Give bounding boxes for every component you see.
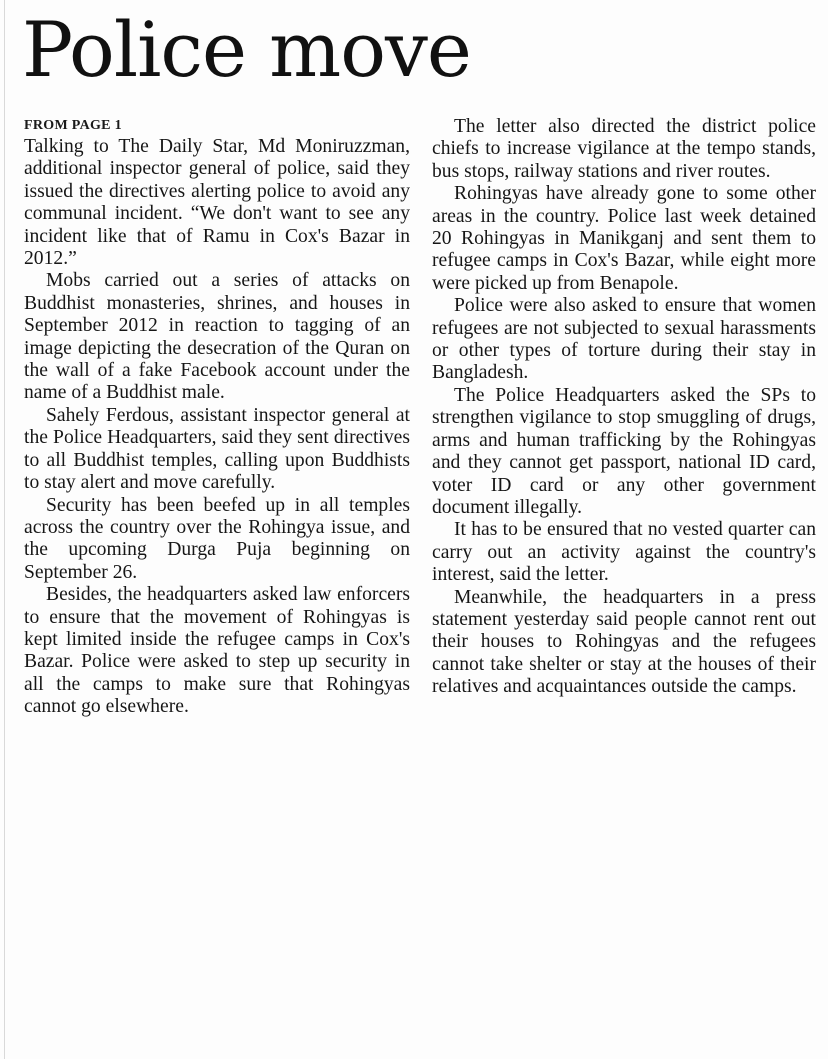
kicker-from-page: FROM PAGE 1 xyxy=(24,118,122,133)
paragraph: The Police Headquarters asked the SPs to strengthen vigilance to stop smuggling of drugs, arms and human trafficking by the Rohingyas and they cannot get passport, national ID card, voter ID card or any other government document illegally. xyxy=(432,384,816,518)
paragraph: Talking to The Daily Star, Md Moniruzzman, additional inspector general of police, said they issued the directives alerting police to avoid any communal incident. “We don't want to see any incident like that of Ramu in Cox's Bazar in 2012.” xyxy=(24,136,410,270)
headline: Police move xyxy=(22,5,471,94)
left-column xyxy=(24,116,410,719)
paragraph: Meanwhile, the headquarters in a press statement yesterday said people cannot rent out their houses to Rohingyas and the refugees cannot take shelter or stay at the houses of their relatives and acquaintances outside the camps. xyxy=(432,586,816,698)
paragraph: Sahely Ferdous, assistant inspector general at the Police Headquarters, said they sent directives to all Buddhist temples, calling upon Buddhists to stay alert and move carefully. xyxy=(24,404,410,494)
paragraph: Rohingyas have already gone to some other areas in the country. Police last week detained 20 Rohingyas in Manikganj and sent them to refugee camps in Cox's Bazar, while eight more were picked up from Benapole. xyxy=(432,183,816,294)
paragraph: It has to be ensured that no vested quarter can carry out an activity against the country's interest, said the letter. xyxy=(432,519,816,586)
paragraph: The letter also directed the district police chiefs to increase vigilance at the tempo stands, bus stops, railway stations and river routes. xyxy=(432,116,816,182)
paragraph: Security has been beefed up in all temples across the country over the Rohingya issue, and the upcoming Durga Puja beginning on September 26. xyxy=(24,494,410,583)
paragraph: Mobs carried out a series of attacks on Buddhist monasteries, shrines, and houses in September 2012 in reaction to tagging of an image depicting the desecration of the Quran on the wall of a fake Facebook account under the name of a Buddhist male. xyxy=(24,270,410,404)
paragraph: Besides, the headquarters asked law enforcers to ensure that the movement of Rohingyas is kept limited inside the refugee camps in Cox's Bazar. Police were asked to step up security in all the camps to make sure that Rohingyas cannot go elsewhere. xyxy=(24,584,410,718)
right-column xyxy=(432,116,816,699)
column-rule xyxy=(4,0,5,1059)
paragraph: Police were also asked to ensure that women refugees are not subjected to sexual harassments or other types of torture during their stay in Bangladesh. xyxy=(432,295,816,384)
